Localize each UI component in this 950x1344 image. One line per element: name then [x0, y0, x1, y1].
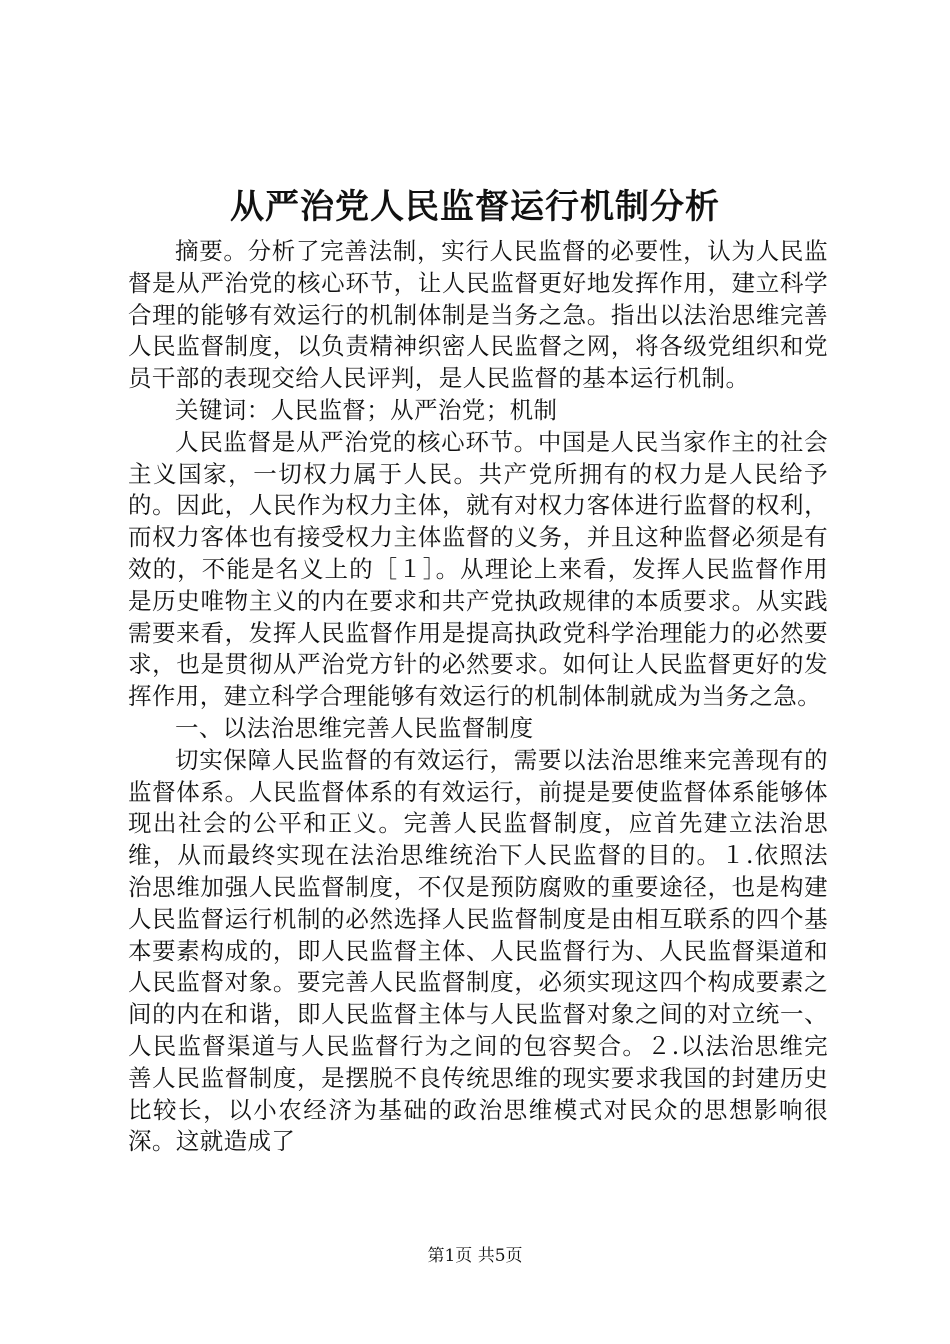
abstract-paragraph: 摘要。分析了完善法制，实行人民监督的必要性，认为人民监督是从严治党的核心环节，让人民监督更好地发挥作用，建立科学合理的能够有效运行的机制体制是当务之急。指出以法治思维完善人民监督制度，以负责精神织密人民监督之网，将各级党组织和党员干部的表现交给人民评判，是人民监督的基本运行机制。 — [128, 237, 828, 393]
keywords-paragraph: 关键词：人民监督；从严治党；机制 — [175, 395, 558, 424]
section-heading: 一、以法治思维完善人民监督制度 — [175, 713, 534, 742]
body-paragraph: 人民监督是从严治党的核心环节。中国是人民当家作主的社会主义国家，一切权力属于人民。共产党所拥有的权力是人民给予的。因此，人民作为权力主体，就有对权力客体进行监督的权利，而权力客体也有接受权力主体监督的义务，并且这种监督必须是有效的，不能是名义上的［１］。从理论上来看，发挥人民监督作用是历史唯物主义的内在要求和共产党执政规律的本质要求。从实践需要来看，发挥人民监督作用是提高执政党科学治理能力的必然要求，也是贯彻从严治党方针的必然要求。如何让人民监督更好的发挥作用，建立科学合理能够有效运行的机制体制就成为当务之急。 — [128, 427, 828, 711]
body-paragraph: 切实保障人民监督的有效运行，需要以法治思维来完善现有的监督体系。人民监督体系的有效运行，前提是要使监督体系能够体现出社会的公平和正义。完善人民监督制度，应首先建立法治思维，从而最终实现在法治思维统治下人民监督的目的。１.依照法治思维加强人民监督制度，不仅是预防腐败的重要途径，也是构建人民监督运行机制的必然选择人民监督制度是由相互联系的四个基本要素构成的，即人民监督主体、人民监督行为、人民监督渠道和人民监督对象。要完善人民监督制度，必须实现这四个构成要素之间的内在和谐，即人民监督主体与人民监督对象之间的对立统一、人民监督渠道与人民监督行为之间的包容契合。２.以法治思维完善人民监督制度，是摆脱不良传统思维的现实要求我国的封建历史比较长，以小农经济为基础的政治思维模式对民众的思想影响很深。这就造成了 — [128, 745, 828, 1156]
document-body — [128, 236, 828, 1158]
page-footer: 第1页 共5页 — [427, 1246, 523, 1266]
document-title: 从严治党人民监督运行机制分析 — [230, 187, 720, 227]
